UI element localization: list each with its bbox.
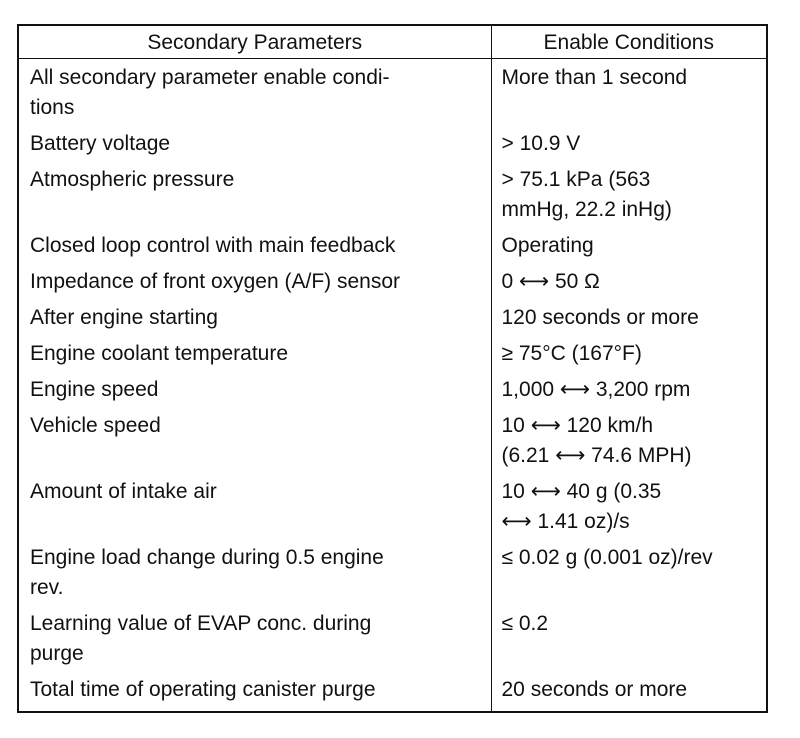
parameter-cell: Closed loop control with main feedback [18,229,491,265]
parameter-cell: All secondary parameter enable condi- tions [18,59,491,128]
parameter-cell: After engine starting [18,301,491,337]
parameter-cell: Engine speed [18,373,491,409]
condition-cell: > 75.1 kPa (563 mmHg, 22.2 inHg) [501,168,672,221]
parameter-cell: Engine load change during 0.5 engine rev. [18,541,491,607]
parameter-cell: Atmospheric pressure [18,163,491,229]
condition-cell: 0 ⟷ 50 Ω [501,270,600,293]
table-row [18,337,767,373]
header-secondary-parameters: Secondary Parameters [18,25,491,59]
condition-cell: > 10.9 V [501,132,581,155]
table-row [18,607,767,673]
header-enable-conditions: Enable Conditions [491,25,767,59]
condition-cell: Operating [501,234,594,257]
table-row [18,127,767,163]
enable-conditions-table [17,24,768,713]
parameter-cell: Impedance of front oxygen (A/F) sensor [18,265,491,301]
table-row [18,301,767,337]
table-row [18,373,767,409]
table-header [18,25,767,59]
condition-cell: 10 ⟷ 120 km/h (6.21 ⟷ 74.6 MPH) [501,414,692,467]
condition-cell: ≥ 75°C (167°F) [501,342,642,365]
condition-cell: 120 seconds or more [501,306,699,329]
table-row [18,475,767,541]
table-row [18,229,767,265]
table-body [18,59,767,713]
condition-cell: 1,000 ⟷ 3,200 rpm [501,378,691,401]
condition-cell: 20 seconds or more [501,678,688,701]
table-row [18,409,767,475]
parameter-cell: Amount of intake air [18,475,491,541]
table-row [18,163,767,229]
condition-cell: 10 ⟷ 40 g (0.35 ⟷ 1.41 oz)/s [501,480,662,533]
table-row [18,673,767,712]
parameter-cell: Total time of operating canister purge [18,673,491,712]
condition-cell: ≤ 0.2 [501,612,549,635]
condition-cell: ≤ 0.02 g (0.001 oz)/rev [501,546,713,569]
parameter-cell: Learning value of EVAP conc. during purge [18,607,491,673]
table-row [18,265,767,301]
table-row [18,541,767,607]
header-row [18,25,767,59]
parameter-cell: Vehicle speed [18,409,491,475]
parameter-cell: Engine coolant temperature [18,337,491,373]
parameter-cell: Battery voltage [18,127,491,163]
condition-cell: More than 1 second [501,66,688,89]
table-row [18,59,767,128]
